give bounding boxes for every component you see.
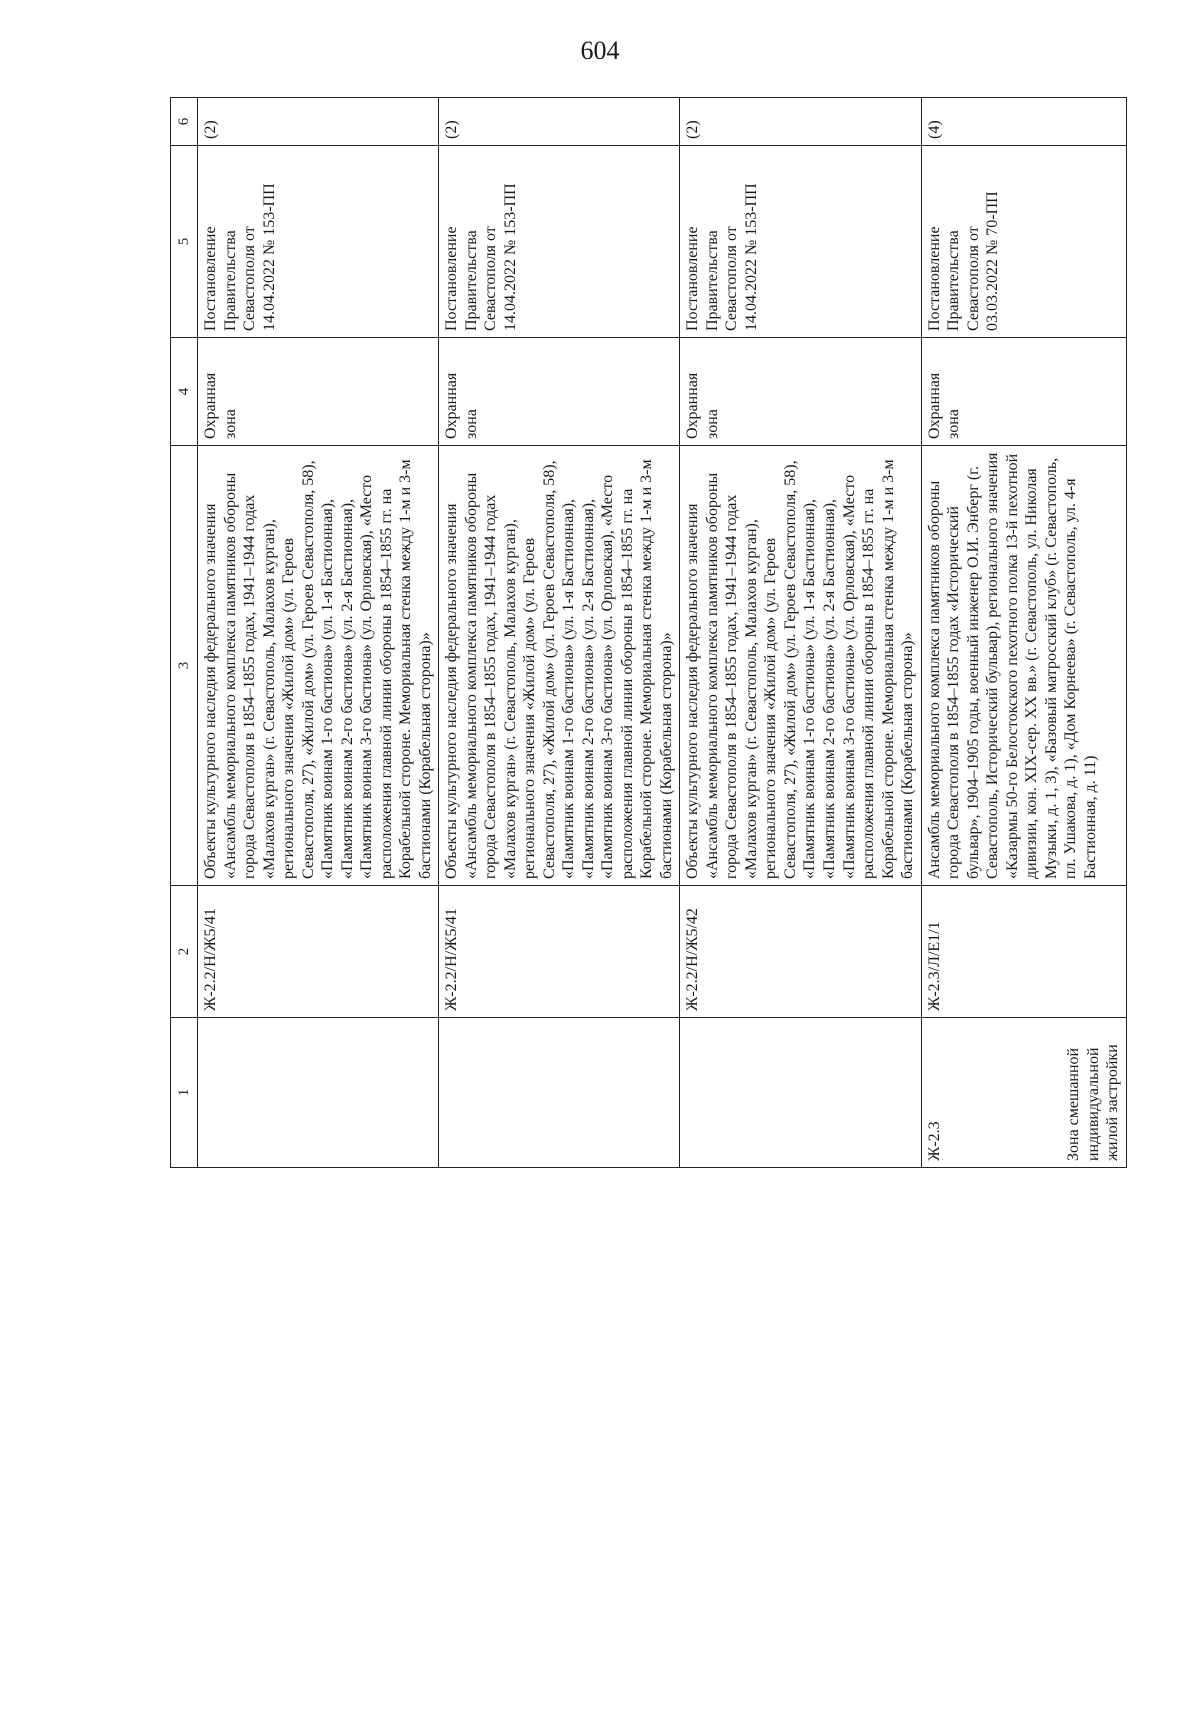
table-header-row xyxy=(171,98,198,1168)
zone-cell xyxy=(921,1018,1126,1168)
object-description: Объекты культурного наследия федерального значения «Ансамбль мемориального комплекса памятников обороны города Севастополя в 1854–1855 годах, 1941–1944 годах «Малахов курган» (г. Севастополь, Малахов курган), регионального значения «Жилой дом» (ул. Героев Севастополя, 27), «Жилой дом» (ул. Героев Севастополя, 58), «Памятник воинам 1-го бастиона» (ул. 1-я Бастионная), «Памятник воинам 2-го бастиона» (ул. 2-я Бастионная), «Памятник воинам 3-го бастиона» (ул. Орловская), «Место расположения главной линии обороны в 1854–1855 гг. на Корабельной стороне. Мемориальная стенка между 1-м и 3-м бастионами (Корабельная сторона)» xyxy=(439,446,680,886)
header-col-4: 4 xyxy=(171,338,198,446)
legal-document: Постановление Правительства Севастополя от 14.04.2022 № 153-ПП xyxy=(680,146,921,338)
legal-document: Постановление Правительства Севастополя от 14.04.2022 № 153-ПП xyxy=(198,146,439,338)
header-col-6: 6 xyxy=(171,98,198,146)
note-ref: (2) xyxy=(198,98,439,146)
zone-cell xyxy=(198,1018,439,1168)
zone-type: Охранная зона xyxy=(439,338,680,446)
object-description: Объекты культурного наследия федерального значения «Ансамбль мемориального комплекса памятников обороны города Севастополя в 1854–1855 годах, 1941–1944 годах «Малахов курган» (г. Севастополь, Малахов курган), регионального значения «Жилой дом» (ул. Героев Севастополя, 27), «Жилой дом» (ул. Героев Севастополя, 58), «Памятник воинам 1-го бастиона» (ул. 1-я Бастионная), «Памятник воинам 2-го бастиона» (ул. 2-я Бастионная), «Памятник воинам 3-го бастиона» (ул. Орловская), «Место расположения главной линии обороны в 1854–1855 гг. на Корабельной стороне. Мемориальная стенка между 1-м и 3-м бастионами (Корабельная сторона)» xyxy=(680,446,921,886)
zone-type: Охранная зона xyxy=(921,338,1126,446)
table-row xyxy=(198,98,439,1168)
zone-code: Ж-2.3 xyxy=(925,1121,943,1161)
zones-table xyxy=(170,97,1127,1168)
object-code: Ж-2.2/Н/Ж5/41 xyxy=(439,886,680,1018)
header-col-2: 2 xyxy=(171,886,198,1018)
object-description: Ансамбль мемориального комплекса памятников обороны города Севастополя в 1854–1855 годах «Исторический бульвар», 1904–1905 годы, военный инженер О.И. Энберг (г. Севастополь, Исторический бульвар), регионального значения «Казармы 50-го Белостокского пехотного полка 13-й пехотной дивизии, кон. XIX-сер. XX вв.» (г. Севастополь, ул. Николая Музыки, д. 1, 3), «Базовый матросский клуб» (г. Севастополь, пл. Ушакова, д. 1), «Дом Корнеева» (г. Севастополь, ул. 4-я Бастионная, д. 11) xyxy=(921,446,1126,886)
zone-type: Охранная зона xyxy=(198,338,439,446)
object-code: Ж-2.2/Н/Ж5/42 xyxy=(680,886,921,1018)
zone-cell xyxy=(680,1018,921,1168)
zone-name: Зона смешанной индивидуальной жилой застройки xyxy=(1065,1044,1122,1161)
table-row xyxy=(680,98,921,1168)
header-col-3: 3 xyxy=(171,446,198,886)
object-description: Объекты культурного наследия федерального значения «Ансамбль мемориального комплекса памятников обороны города Севастополя в 1854–1855 годах, 1941–1944 годах «Малахов курган» (г. Севастополь, Малахов курган), регионального значения «Жилой дом» (ул. Героев Севастополя, 27), «Жилой дом» (ул. Героев Севастополя, 58), «Памятник воинам 1-го бастиона» (ул. 1-я Бастионная), «Памятник воинам 2-го бастиона» (ул. 2-я Бастионная), «Памятник воинам 3-го бастиона» (ул. Орловская), «Место расположения главной линии обороны в 1854–1855 гг. на Корабельной стороне. Мемориальная стенка между 1-м и 3-м бастионами (Корабельная сторона)» xyxy=(198,446,439,886)
object-code: Ж-2.2/Н/Ж5/41 xyxy=(198,886,439,1018)
header-col-1: 1 xyxy=(171,1018,198,1168)
header-col-5: 5 xyxy=(171,146,198,338)
note-ref: (4) xyxy=(921,98,1126,146)
object-code: Ж-2.3/Л/Е1/1 xyxy=(921,886,1126,1018)
legal-document: Постановление Правительства Севастополя от 14.04.2022 № 153-ПП xyxy=(439,146,680,338)
zone-cell xyxy=(439,1018,680,1168)
rotated-table-frame xyxy=(170,98,1122,1168)
page-number: 604 xyxy=(580,36,620,65)
legal-document: Постановление Правительства Севастополя от 03.03.2022 № 70-ПП xyxy=(921,146,1126,338)
note-ref: (2) xyxy=(439,98,680,146)
zone-type: Охранная зона xyxy=(680,338,921,446)
note-ref: (2) xyxy=(680,98,921,146)
table-row xyxy=(921,98,1126,1168)
table-row xyxy=(439,98,680,1168)
